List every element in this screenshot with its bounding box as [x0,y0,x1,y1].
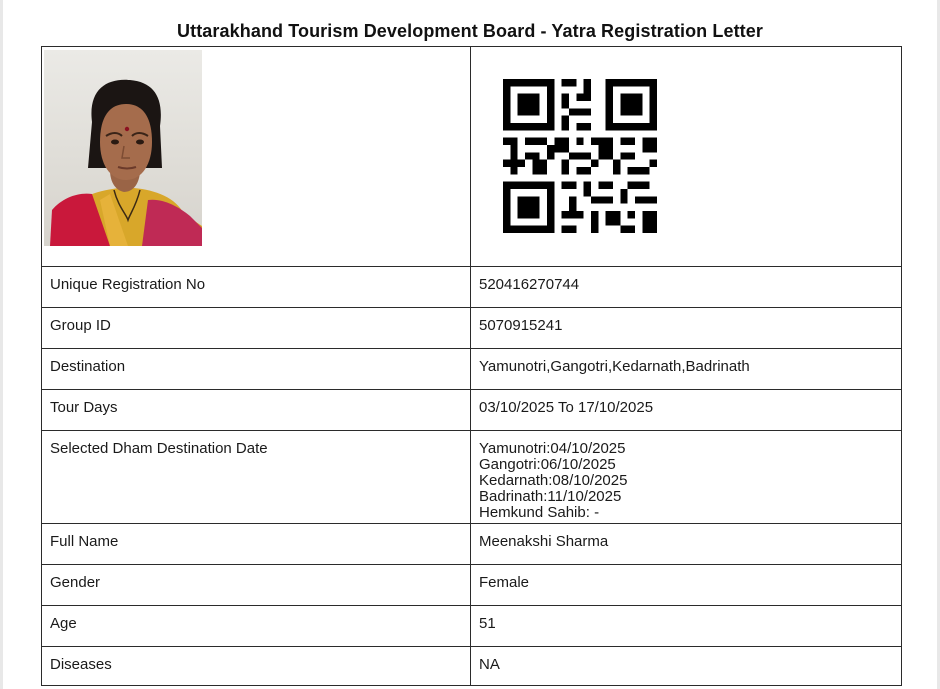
table-row-destination [42,349,902,390]
field-value: 03/10/2025 To 17/10/2025 [479,399,654,416]
field-value: 51 [479,615,496,632]
field-value: NA [479,656,500,673]
field-label: Age [50,615,77,632]
field-label: Unique Registration No [50,276,206,293]
dham-date-badrinath: Badrinath:11/10/2025 [479,488,622,505]
qr-code-graphic [503,79,657,233]
table-row-tour-days [42,390,902,431]
field-label: Gender [50,574,101,591]
field-value: 520416270744 [479,276,580,293]
table-row-diseases [42,647,902,686]
field-label: Tour Days [50,399,118,416]
person-portrait-image [44,50,202,246]
field-label: Diseases [50,656,112,673]
field-value: Yamunotri,Gangotri,Kedarnath,Badrinath [479,358,750,375]
photo-qr-row [42,47,902,267]
field-value: Female [479,574,530,591]
field-label: Full Name [50,533,119,550]
table-row-gender [42,565,902,606]
dham-date-gangotri: Gangotri:06/10/2025 [479,456,616,473]
photo-cell [42,47,471,267]
table-row-age [42,606,902,647]
dham-date-list [471,431,901,521]
dham-date-yamunotri: Yamunotri:04/10/2025 [479,440,626,457]
table-row-full-name [42,524,902,565]
page-title: Uttarakhand Tourism Development Board - Yatra Registration Letter [177,21,763,41]
field-value: Meenakshi Sharma [479,533,609,550]
table-row-group-id [42,308,902,349]
field-label: Selected Dham Destination Date [50,440,268,457]
table-row-dham-dates [42,431,902,524]
field-label: Group ID [50,317,111,334]
field-value: 5070915241 [479,317,563,334]
passport-photo [44,50,202,246]
page-edge-left [0,0,3,689]
qr-cell [471,47,902,267]
dham-date-kedarnath: Kedarnath:08/10/2025 [479,472,628,489]
table-row-registration-no [42,267,902,308]
registration-table [41,46,902,686]
qr-code-icon [503,79,657,233]
field-label: Destination [50,358,126,375]
dham-date-hemkund: Hemkund Sahib: - [479,504,600,521]
